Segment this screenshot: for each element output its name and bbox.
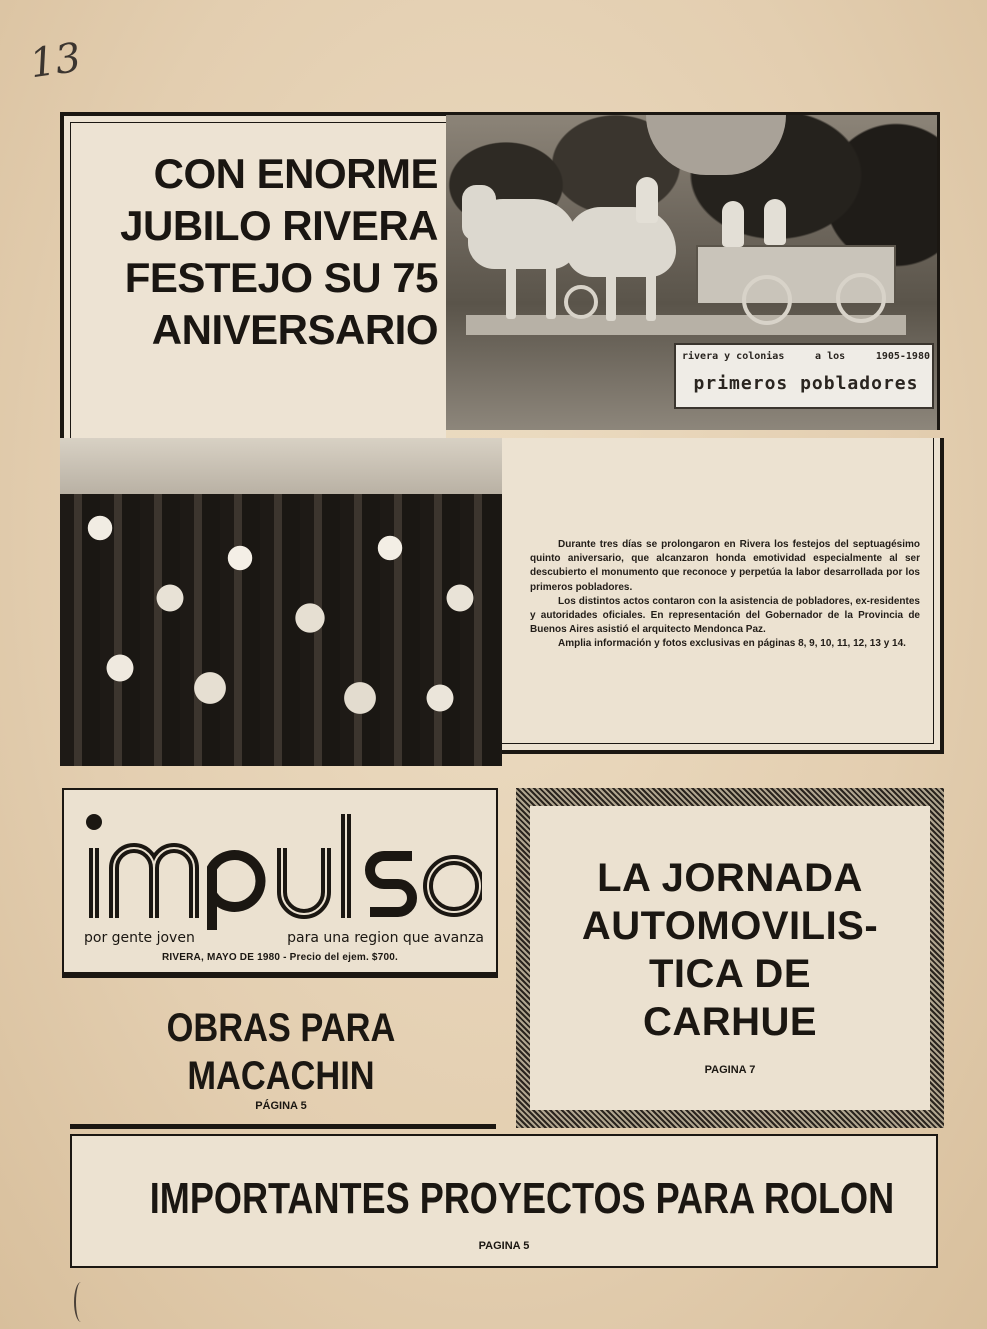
- photo-wheel: [836, 273, 886, 323]
- top-headline-line: JUBILO RIVERA: [120, 202, 438, 249]
- top-headline: [78, 148, 438, 356]
- sign-text: primeros pobladores: [693, 373, 919, 394]
- jornada-box: [516, 788, 944, 1128]
- jornada-headline-line: LA JORNADA: [597, 856, 863, 900]
- sign-text: 1905-1980: [875, 351, 930, 362]
- obras-page-ref: PÁGINA 5: [255, 1100, 307, 1112]
- handwritten-page-number: 13: [27, 34, 84, 88]
- photo-plinth: [466, 315, 906, 335]
- crowd-photo: [60, 438, 502, 766]
- crowd-sky: [60, 438, 502, 494]
- photo-horse: [506, 265, 516, 319]
- photo-horse: [546, 265, 556, 319]
- photo-horse: [462, 185, 496, 241]
- jornada-page-ref: PAGINA 7: [704, 1064, 756, 1076]
- top-headline-box: [60, 112, 446, 442]
- article-text: [530, 538, 920, 652]
- top-headline-line: ANIVERSARIO: [151, 306, 438, 353]
- jornada-headline-line: AUTOMOVILIS-: [581, 904, 879, 948]
- rolon-headline: IMPORTANTES PROYECTOS PARA ROLON: [149, 1174, 895, 1223]
- obras-headline-line: OBRAS PARA: [166, 1006, 396, 1050]
- sign-text: a los: [815, 351, 846, 362]
- tagline-part: para una region que avanza: [287, 930, 484, 946]
- issue-line: RIVERA, MAYO DE 1980 - Precio del ejem. $700.: [162, 952, 398, 963]
- margin-mark: [74, 1282, 88, 1322]
- sign-text: rivera y colonias: [682, 351, 785, 362]
- photo-horse: [566, 207, 676, 277]
- photo-figure: [764, 199, 786, 245]
- photo-figure: [722, 201, 744, 247]
- monument-sign: [674, 343, 934, 409]
- rolon-box: [70, 1134, 938, 1268]
- masthead-rule: [62, 972, 498, 978]
- jornada-headline-line: CARHUE: [642, 1000, 818, 1044]
- masthead-tagline: [84, 930, 484, 946]
- photo-wheel: [564, 285, 598, 319]
- photo-wheel: [742, 275, 792, 325]
- section-divider: [70, 1124, 496, 1129]
- photo-figure: [636, 177, 658, 223]
- jornada-headline: [530, 854, 930, 1046]
- monument-photo: [446, 112, 940, 430]
- masthead: [62, 788, 498, 978]
- obras-headline: [96, 1004, 466, 1100]
- obras-headline-line: MACACHIN: [187, 1054, 375, 1098]
- photo-horse: [646, 271, 656, 321]
- jornada-headline-line: TICA DE: [648, 952, 811, 996]
- jornada-inner: [530, 806, 930, 1110]
- top-headline-line: CON ENORME: [153, 150, 438, 197]
- impulso-logo: [82, 800, 482, 930]
- article-paragraph: Amplia información y fotos exclusivas en páginas 8, 9, 10, 11, 12, 13 y 14.: [558, 638, 906, 650]
- article-paragraph: Los distintos actos contaron con la asistencia de pobladores, ex-residentes y autoridades oficiales. En representación del Gobernador de la Provincia de Buenos Aires asistió el arquitecto Mendonca Paz.: [530, 595, 920, 636]
- top-headline-line: FESTEJO SU 75: [124, 254, 438, 301]
- article-paragraph: Durante tres días se prolongaron en Rivera los festejos del septuagésimo quinto aniversario, que alcanzaron honda emotividad especialmente al ser descubierto el monumento que reconoce y perpetúa la labor desarrollada por los primeros pobladores.: [530, 539, 920, 593]
- rolon-page-ref: PAGINA 5: [478, 1240, 530, 1252]
- article-box: [502, 438, 944, 754]
- obras-box: [66, 996, 496, 1122]
- photo-horse: [606, 271, 616, 321]
- tagline-part: por gente joven: [84, 930, 195, 946]
